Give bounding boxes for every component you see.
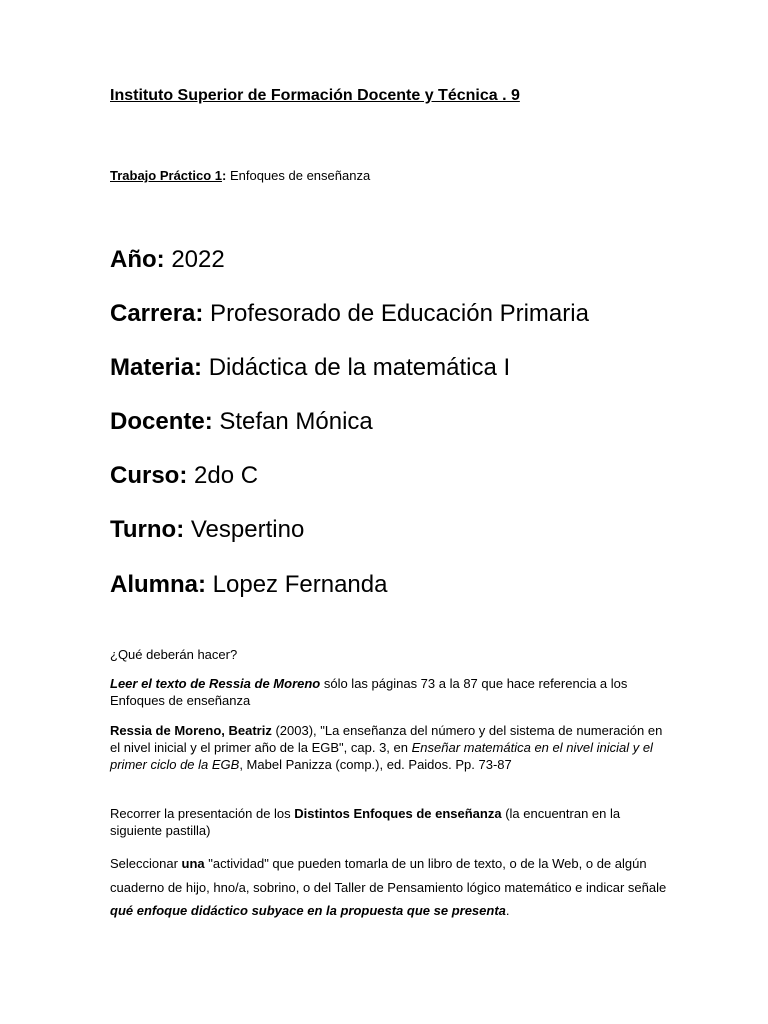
question-line: ¿Qué deberán hacer? [110, 647, 238, 662]
reference-author: Ressia de Moreno, Beatriz [110, 723, 272, 738]
field-value: Didáctica de la matemática I [202, 354, 511, 381]
field-key: Alumna: [110, 571, 206, 598]
presentation-end: (la encuentran en la siguiente pastilla) [110, 806, 621, 838]
field-value: Lopez Fernanda [206, 571, 388, 598]
reference-mid: (2003), "La enseñanza del número y del sistema de numeración en el nivel inicial y el primer año de la EGB", cap. 3, en [110, 723, 663, 755]
paragraph-reading [110, 675, 670, 709]
paragraph-reference [110, 722, 670, 773]
paragraph-presentation [110, 805, 670, 839]
field-key: Materia: [110, 354, 203, 381]
presentation-start: Recorrer la presentación de los [110, 806, 295, 821]
activity-mid: "actividad" que pueden tomarla de un libro de texto, o de la Web, o de algún cuaderno de hijo, hno/a, sobrino, o del Taller de Pensamiento lógico matemático e indicar señale [110, 856, 667, 895]
field-key: Turno: [110, 516, 185, 543]
field-student [110, 570, 387, 600]
field-course [110, 461, 258, 491]
field-subject [110, 353, 510, 383]
reference-end: , Mabel Panizza (comp.), ed. Paidos. Pp. 73-87 [239, 757, 512, 772]
field-value: 2022 [164, 246, 225, 273]
field-key: Docente: [110, 408, 213, 435]
activity-bold: una [181, 856, 205, 871]
field-shift [110, 515, 304, 545]
activity-end: . [505, 903, 510, 918]
field-value: Vespertino [184, 516, 305, 543]
assignment-label: Trabajo Práctico 1 [110, 168, 222, 183]
field-key: Año: [110, 246, 165, 273]
reading-rest: sólo las páginas 73 a la 87 que hace referencia a los Enfoques de enseñanza [110, 676, 628, 708]
activity-emphasis: qué enfoque didáctico subyace en la propuesta que se presenta [110, 903, 506, 918]
activity-start: Seleccionar [110, 856, 182, 871]
field-value: Stefan Mónica [212, 408, 373, 435]
field-career [110, 299, 589, 329]
reading-lead: Leer el texto de Ressia de Moreno [110, 676, 321, 691]
field-teacher [110, 407, 373, 437]
assignment-colon: : [222, 168, 227, 183]
presentation-bold: Distintos Enfoques de enseñanza [294, 806, 502, 821]
field-value: Profesorado de Educación Primaria [203, 300, 589, 327]
field-value: 2do C [187, 462, 259, 489]
assignment-line [110, 168, 370, 184]
field-year [110, 245, 225, 275]
field-key: Carrera: [110, 300, 204, 327]
assignment-title: Enfoques de enseñanza [226, 168, 371, 183]
reference-book: Enseñar matemática en el nivel inicial y el primer ciclo de la EGB [110, 740, 653, 772]
paragraph-activity [110, 852, 670, 923]
field-key: Curso: [110, 462, 188, 489]
institute-heading: Instituto Superior de Formación Docente y Técnica . 9 [110, 87, 520, 104]
